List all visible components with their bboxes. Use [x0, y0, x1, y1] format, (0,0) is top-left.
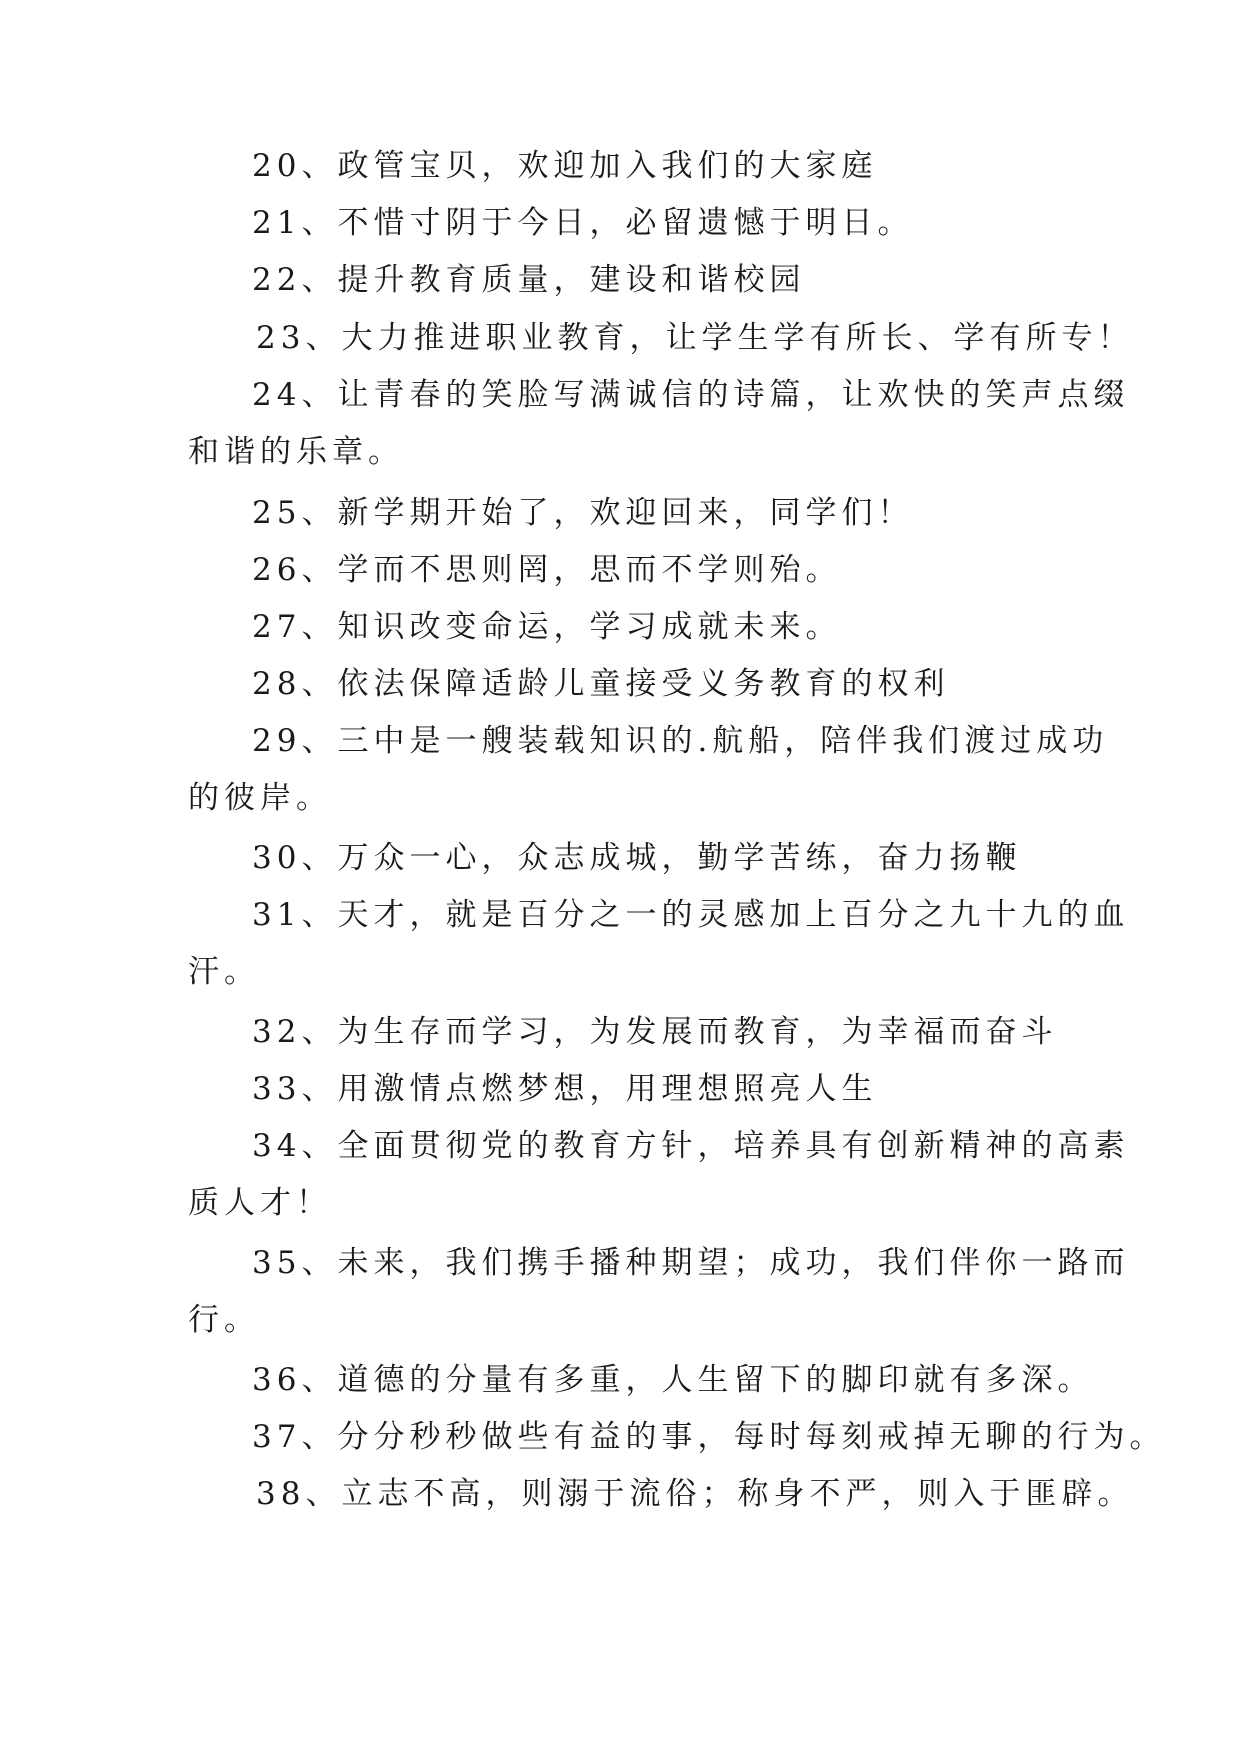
slogan-29-continued: 的彼岸。 — [188, 780, 332, 816]
slogan-24-continued: 和谐的乐章。 — [188, 434, 404, 470]
slogan-30: 30、万众一心，众志成城，勤学苦练，奋力扬鞭 — [252, 840, 1022, 876]
slogan-38: 38、立志不高，则溺于流俗；称身不严，则入于匪辟。 — [256, 1476, 1134, 1512]
slogan-20: 20、政管宝贝，欢迎加入我们的大家庭 — [252, 148, 878, 184]
slogan-25: 25、新学期开始了，欢迎回来，同学们！ — [252, 495, 914, 531]
slogan-22: 22、提升教育质量，建设和谐校园 — [252, 262, 806, 298]
slogan-34: 34、全面贯彻党的教育方针，培养具有创新精神的高素 — [252, 1128, 1130, 1164]
slogan-33: 33、用激情点燃梦想，用理想照亮人生 — [252, 1071, 878, 1107]
slogan-26: 26、学而不思则罔，思而不学则殆。 — [252, 552, 842, 588]
slogan-21: 21、不惜寸阴于今日，必留遗憾于明日。 — [252, 205, 914, 241]
slogan-24: 24、让青春的笑脸写满诚信的诗篇，让欢快的笑声点缀 — [252, 377, 1130, 413]
slogan-31-continued: 汗。 — [188, 954, 260, 990]
slogan-28: 28、依法保障适龄儿童接受义务教育的权利 — [252, 666, 950, 702]
slogan-23: 23、大力推进职业教育，让学生学有所长、学有所专！ — [256, 320, 1134, 356]
slogan-31: 31、天才，就是百分之一的灵感加上百分之九十九的血 — [252, 897, 1130, 933]
slogan-34-continued: 质人才！ — [188, 1185, 332, 1221]
slogan-32: 32、为生存而学习，为发展而教育，为幸福而奋斗 — [252, 1014, 1058, 1050]
slogan-29: 29、三中是一艘装载知识的.航船，陪伴我们渡过成功 — [252, 723, 1109, 759]
slogan-35: 35、未来，我们携手播种期望；成功，我们伴你一路而 — [252, 1245, 1130, 1281]
slogan-36: 36、道德的分量有多重，人生留下的脚印就有多深。 — [252, 1362, 1094, 1398]
slogan-37: 37、分分秒秒做些有益的事，每时每刻戒掉无聊的行为。 — [252, 1419, 1166, 1455]
slogan-27: 27、知识改变命运，学习成就未来。 — [252, 609, 842, 645]
slogan-35-continued: 行。 — [188, 1302, 260, 1338]
